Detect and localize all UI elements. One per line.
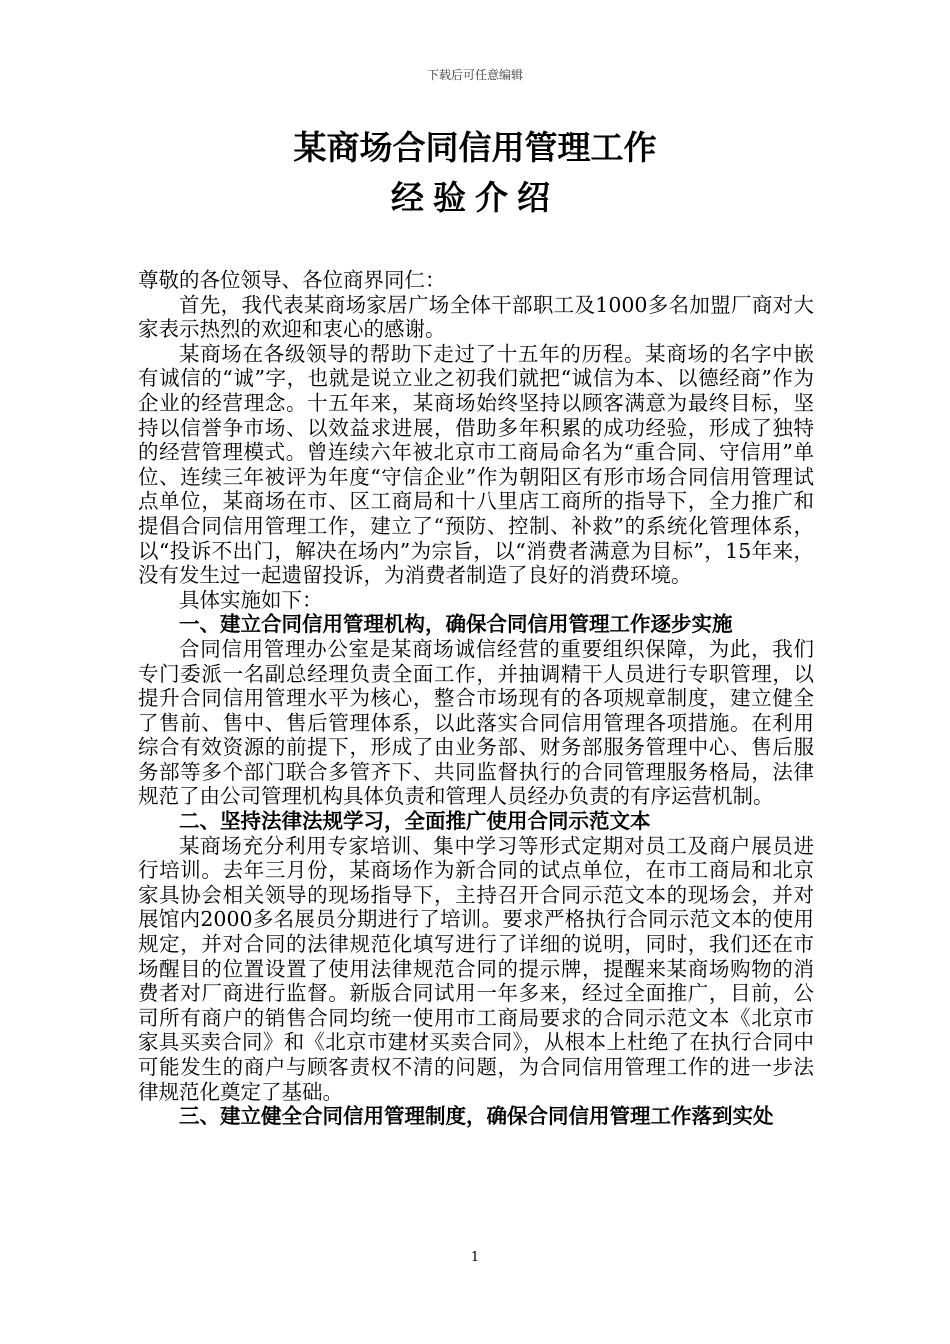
- page-number: 1: [470, 1250, 480, 1265]
- paragraph-section-2: 某商场充分利用专家培训、集中学习等形式定期对员工及商户展员进行培训。去年三月份，某商场作为新合同的试点单位，在市工商局和北京家具协会相关领导的现场指导下，主持召开合同示范文本的现场会，并对展馆内2000多名展员分期进行了培训。要求严格执行合同示范文本的使用规定，并对合同的法律规范化填写进行了详细的说明，同时，我们还在市场醒目的位置设置了使用法律规范合同的提示牌，提醒来某商场购物的消费者对厂商进行监督。新版合同试用一年多来，经过全面推广，目前，公司所有商户的销售合同均统一使用市工商局要求的合同示范文本《北京市家具买卖合同》和《北京市建材买卖合同》，从根本上杜绝了在执行合同中可能发生的商户与顾客责权不清的问题，为合同信用管理工作的进一步法律规范化奠定了基础。: [138, 833, 814, 1104]
- paragraph-intro: 具体实施如下：: [179, 587, 323, 612]
- paragraph-section-1: 合同信用管理办公室是某商场诚信经营的重要组织保障，为此，我们专门委派一名副总经理负责全面工作，并抽调精干人员进行专职管理，以提升合同信用管理水平为核心，整合市场现有的各项规章制度，建立健全了售前、售中、售后管理体系，以此落实合同信用管理各项措施。在利用综合有效资源的前提下，形成了由业务部、财务部服务管理中心、售后服务部等多个部门联合多管齐下、共同监督执行的合同管理服务格局，法律规范了由公司管理机构具体负责和管理人员经办负责的有序运营机制。: [138, 636, 814, 809]
- section-heading-1: 一、建立合同信用管理机构，确保合同信用管理工作逐步实施: [179, 612, 733, 637]
- document-body: [138, 268, 814, 1129]
- section-heading-3: 三、建立健全合同信用管理制度，确保合同信用管理工作落到实处: [179, 1104, 774, 1129]
- document-title-line1: 某商场合同信用管理工作: [293, 128, 657, 167]
- paragraph-history: 某商场在各级领导的帮助下走过了十五年的历程。某商场的名字中嵌有诚信的“诚”字，也就是说立业之初我们就把“诚信为本、以德经商”作为企业的经营理念。十五年来，某商场始终坚持以顾客满意为最终目标，坚持以信誉争市场、以效益求进展，借助多年积累的成功经验，形成了独特的经营管理模式。曾连续六年被北京市工商局命名为“重合同、守信用”单位、连续三年被评为年度“守信企业”作为朝阳区有形市场合同信用管理试点单位，某商场在市、区工商局和十八里店工商所的指导下，全力推广和提倡合同信用管理工作，建立了“预防、控制、补救”的系统化管理体系，以“投诉不出门，解决在场内”为宗旨，以“消费者满意为目标”，15年来，没有发生过一起遗留投诉，为消费者制造了良好的消费环境。: [138, 341, 814, 588]
- paragraph-welcome: 首先，我代表某商场家居广场全体干部职工及1000多名加盟厂商对大家表示热烈的欢迎和衷心的感谢。: [138, 292, 814, 342]
- header-note: 下载后可任意编辑: [426, 68, 523, 82]
- greeting: 尊敬的各位领导、各位商界同仁：: [138, 268, 446, 292]
- section-heading-2: 二、坚持法律法规学习，全面推广使用合同示范文本: [179, 809, 651, 834]
- document-title-line2: 经验介绍: [391, 178, 559, 217]
